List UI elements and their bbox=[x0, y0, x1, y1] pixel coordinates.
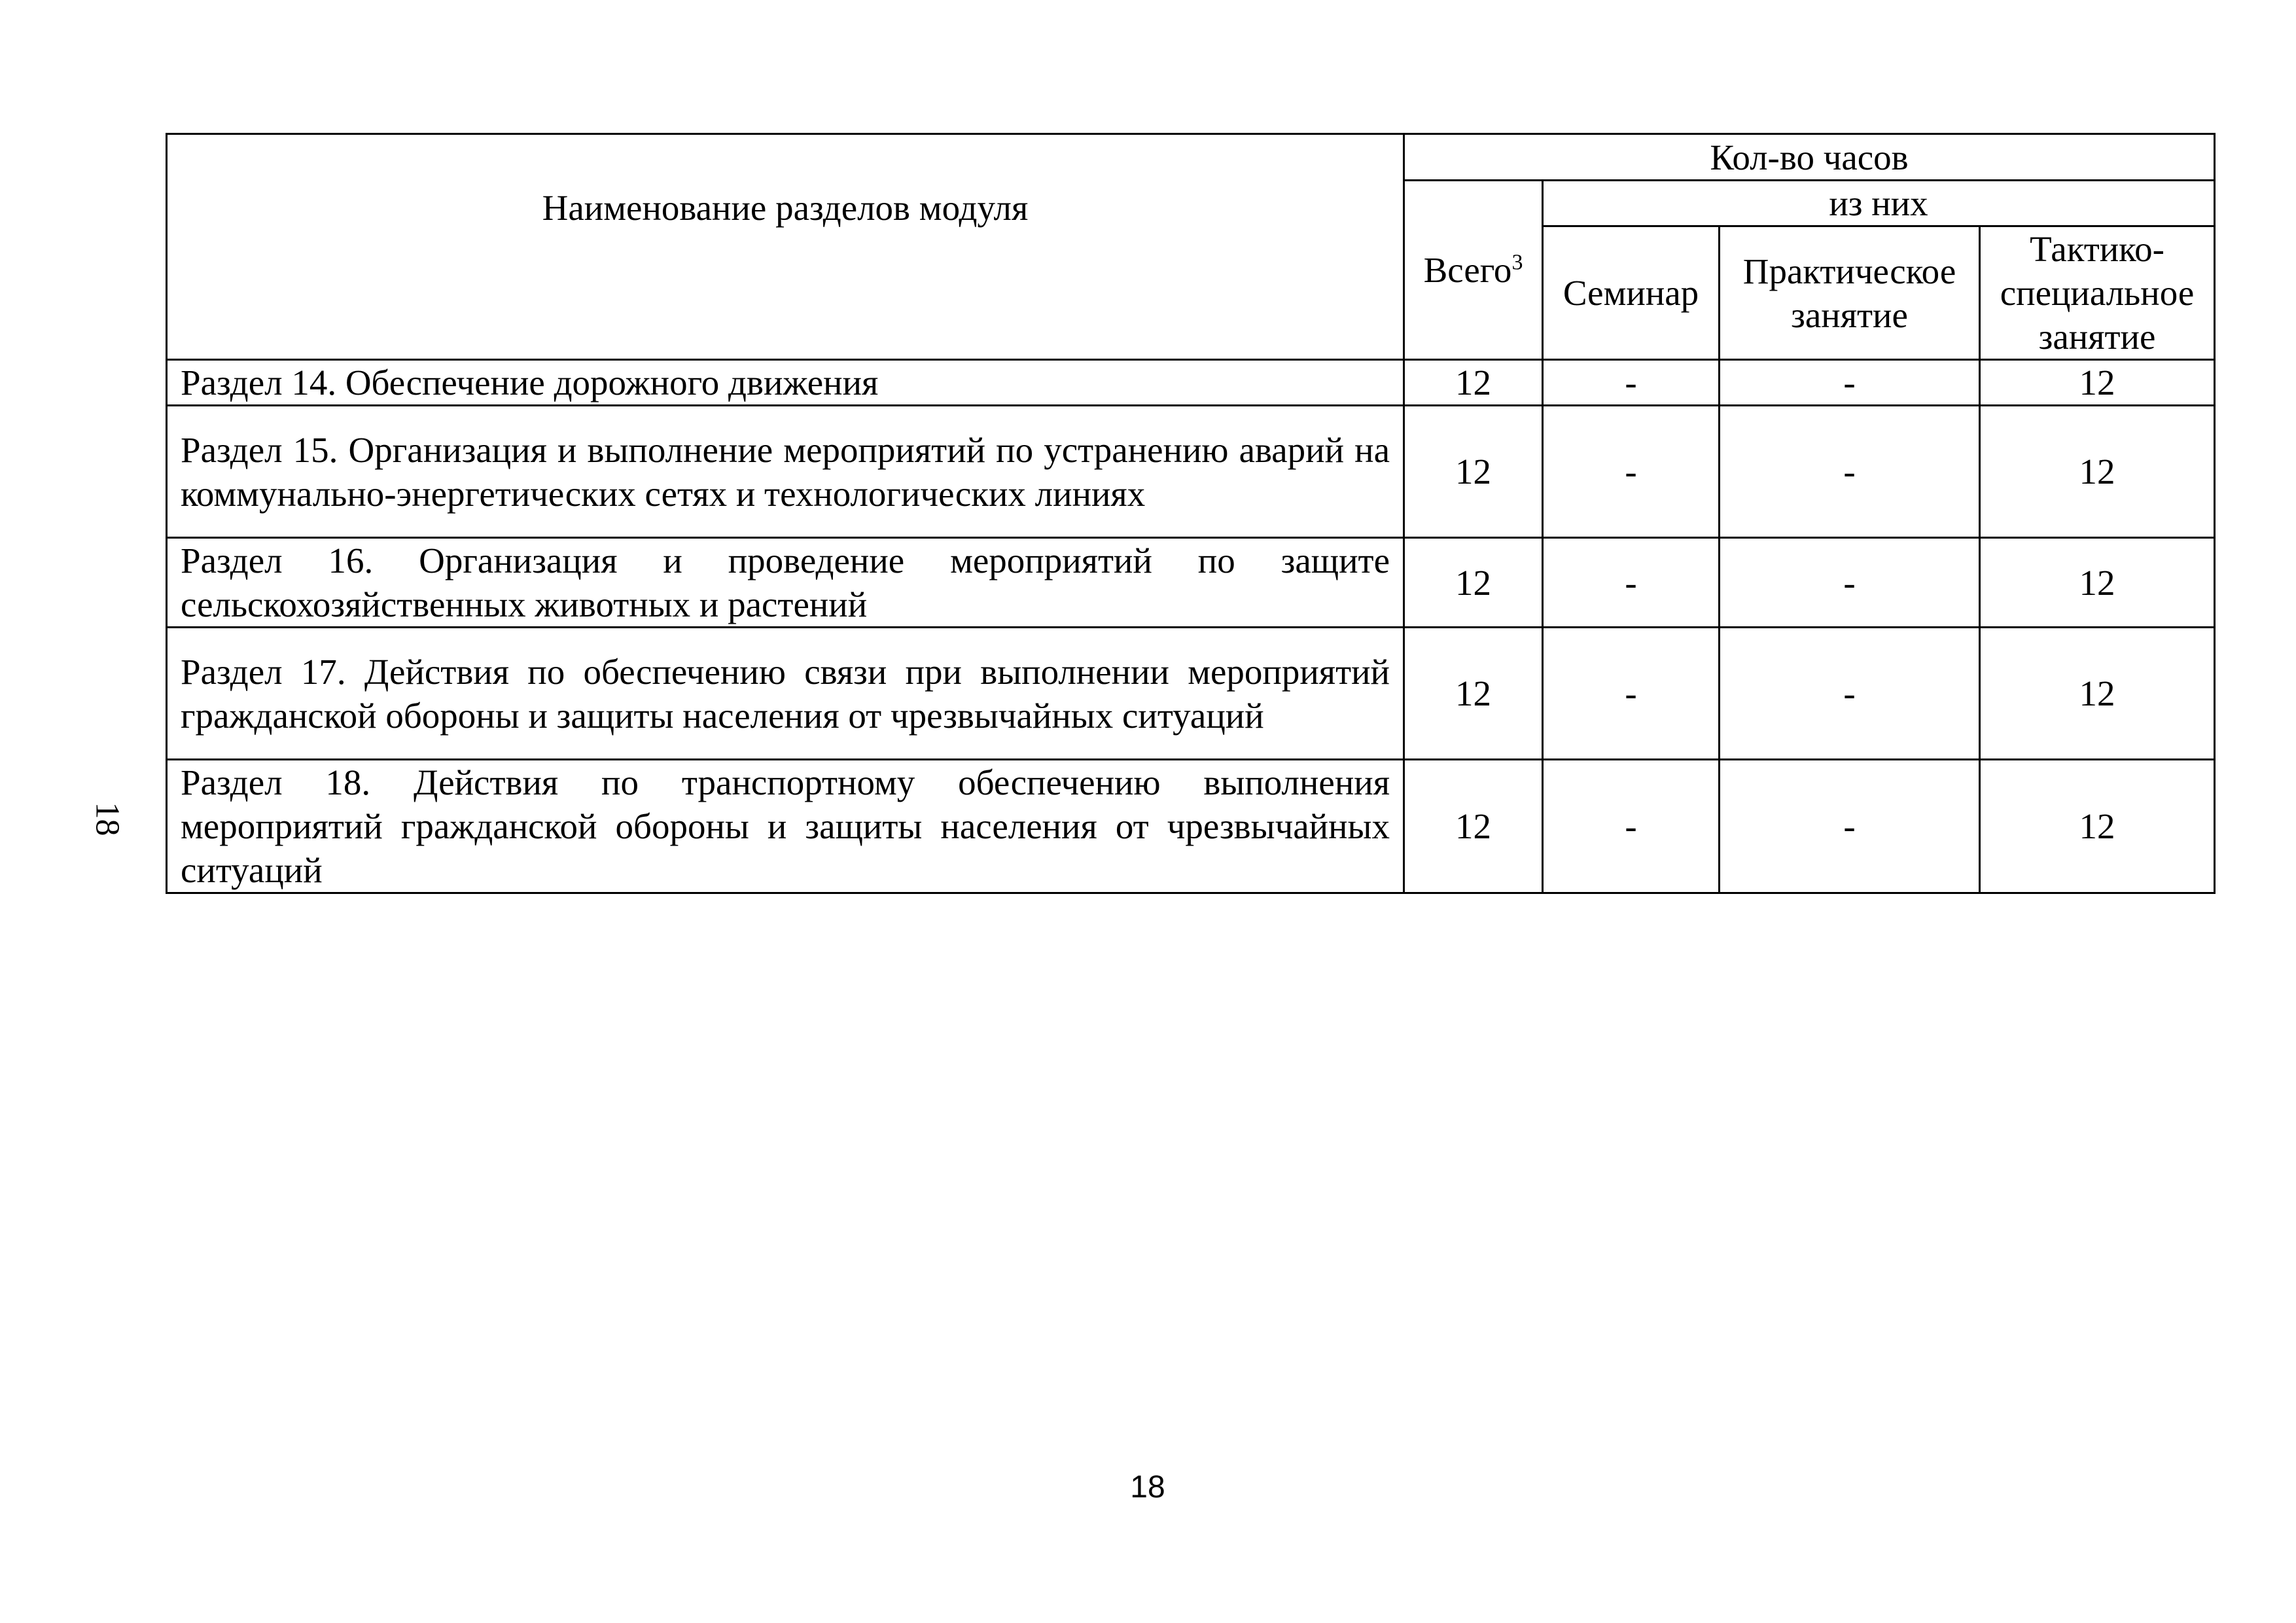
tactical-hours-cell: 12 bbox=[1980, 360, 2215, 406]
total-hours-cell: 12 bbox=[1404, 760, 1543, 893]
total-hours-cell: 12 bbox=[1404, 538, 1543, 628]
seminar-hours-cell: - bbox=[1543, 628, 1720, 760]
header-of-which: из них bbox=[1543, 181, 2215, 226]
table-row bbox=[167, 360, 2215, 406]
seminar-hours-cell: - bbox=[1543, 538, 1720, 628]
table-row bbox=[167, 760, 2215, 893]
practical-hours-cell: - bbox=[1720, 628, 1980, 760]
table-row bbox=[167, 406, 2215, 538]
tactical-hours-cell: 12 bbox=[1980, 760, 2215, 893]
header-total bbox=[1404, 181, 1543, 360]
seminar-hours-cell: - bbox=[1543, 760, 1720, 893]
footnote-marker: 3 bbox=[1511, 250, 1523, 275]
total-hours-cell: 12 bbox=[1404, 360, 1543, 406]
table-row bbox=[167, 628, 2215, 760]
practical-hours-cell: - bbox=[1720, 360, 1980, 406]
tactical-hours-cell: 12 bbox=[1980, 628, 2215, 760]
page-number: 18 bbox=[1130, 1470, 1165, 1505]
table-row bbox=[167, 538, 2215, 628]
header-seminar: Семинар bbox=[1543, 226, 1720, 360]
module-sections-table bbox=[166, 133, 2216, 894]
practical-hours-cell: - bbox=[1720, 406, 1980, 538]
header-hours: Кол-во часов bbox=[1404, 134, 2215, 181]
total-hours-cell: 12 bbox=[1404, 628, 1543, 760]
section-name-cell: Раздел 18. Действия по транспортному обеспечению выполнения мероприятий гражданской обороны и защиты населения от чрезвычайных ситуаций bbox=[167, 760, 1404, 893]
header-tactical: Тактико-специальное занятие bbox=[1980, 226, 2215, 360]
tactical-hours-cell: 12 bbox=[1980, 538, 2215, 628]
section-name-cell: Раздел 16. Организация и проведение мероприятий по защите сельскохозяйственных животных и растений bbox=[167, 538, 1404, 628]
section-name-cell: Раздел 15. Организация и выполнение мероприятий по устранению аварий на коммунально-энергетических сетях и технологических линиях bbox=[167, 406, 1404, 538]
total-hours-cell: 12 bbox=[1404, 406, 1543, 538]
practical-hours-cell: - bbox=[1720, 538, 1980, 628]
header-practical: Практическое занятие bbox=[1720, 226, 1980, 360]
section-name-cell: Раздел 14. Обеспечение дорожного движения bbox=[167, 360, 1404, 406]
seminar-hours-cell: - bbox=[1543, 406, 1720, 538]
header-section-name: Наименование разделов модуля bbox=[167, 134, 1404, 360]
tactical-hours-cell: 12 bbox=[1980, 406, 2215, 538]
header-row-1 bbox=[167, 134, 2215, 181]
seminar-hours-cell: - bbox=[1543, 360, 1720, 406]
rotated-page-number: 18 bbox=[88, 802, 126, 836]
practical-hours-cell: - bbox=[1720, 760, 1980, 893]
section-name-cell: Раздел 17. Действия по обеспечению связи при выполнении мероприятий гражданской обороны и защиты населения от чрезвычайных ситуаций bbox=[167, 628, 1404, 760]
header-total-label: Всего bbox=[1423, 250, 1512, 290]
